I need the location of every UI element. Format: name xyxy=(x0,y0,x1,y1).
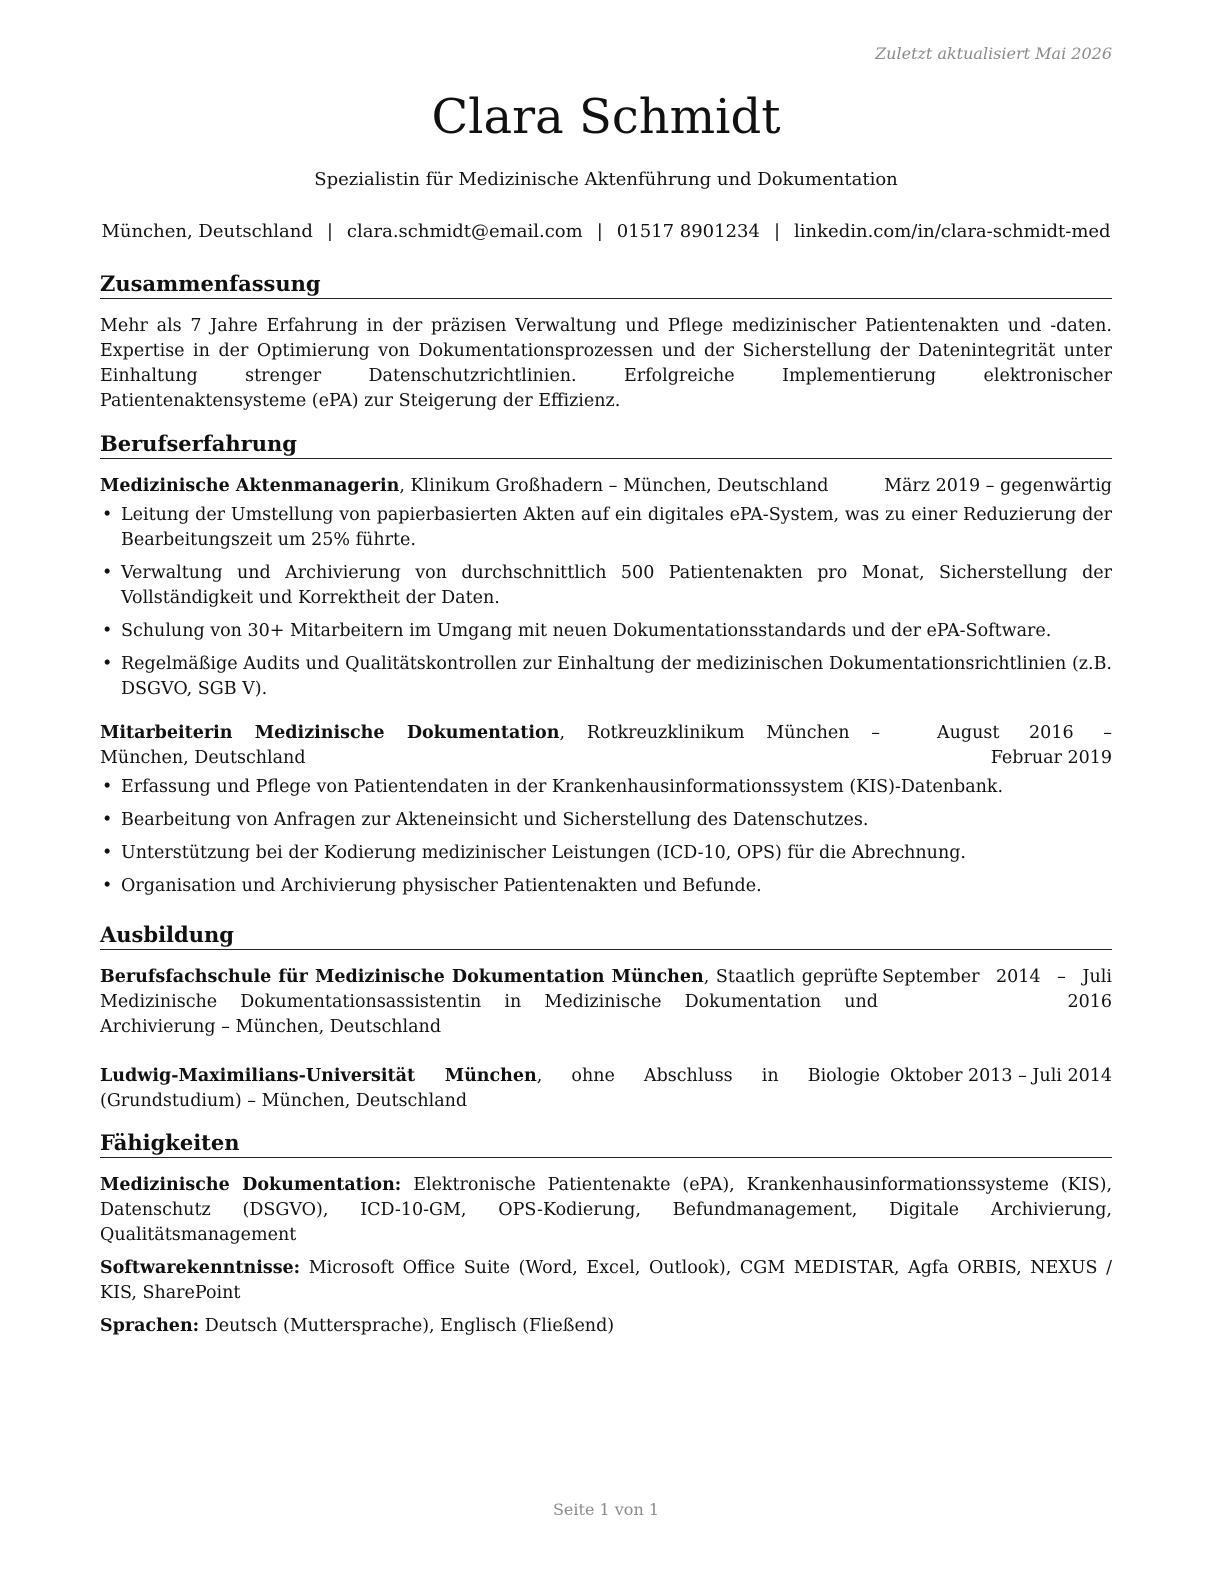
education-detail: , Staatlich geprüfte Medizinische Dokumentationsassistentin in Medizinische Dokumentation und Archivierung – München, Deutschland xyxy=(100,967,879,1037)
list-item: • Unterstützung bei der Kodierung medizinischer Leistungen (ICD-10, OPS) für die Abrechnung. xyxy=(100,841,1112,866)
skill-label: Softwarekenntnisse: xyxy=(100,1258,301,1278)
education-header xyxy=(100,1064,1112,1114)
contact-separator: | xyxy=(326,221,333,242)
list-item: • Schulung von 30+ Mitarbeitern im Umgang mit neuen Dokumentationsstandards und der ePA-Software. xyxy=(100,619,1112,644)
last-updated: Zuletzt aktualisiert Mai 2026 xyxy=(875,44,1112,63)
experience-dates: März 2019 – gegenwärtig xyxy=(884,476,1112,496)
skill-value: Deutsch (Muttersprache), Englisch (Fließend) xyxy=(199,1316,615,1336)
experience-role: Mitarbeiterin Medizinische Dokumentation xyxy=(100,723,560,743)
education-dates: Oktober 2013 – Juli 2014 xyxy=(890,1066,1112,1086)
section-heading-education: Ausbildung xyxy=(100,921,1112,950)
section-heading-experience: Berufserfahrung xyxy=(100,430,1112,459)
skill-group xyxy=(100,1256,1112,1306)
skill-value: Elektronische Patientenakte (ePA), Krankenhausinformationssysteme (KIS), Datenschutz (DSGVO), ICD-10-GM, OPS-Kodierung, Befundmanagement, Digitale Archivierung, Qualitätsmanagement xyxy=(100,1175,1113,1245)
list-item: • Regelmäßige Audits und Qualitätskontrollen zur Einhaltung der medizinischen Dokumentationsrichtlinien (z.B. DSGVO, SGB V). xyxy=(100,652,1112,702)
contact-line xyxy=(100,220,1112,244)
experience-role: Medizinische Aktenmanagerin xyxy=(100,476,400,496)
resume-page xyxy=(100,0,1112,1584)
education-school: Ludwig-Maximilians-Universität München xyxy=(100,1066,537,1086)
candidate-title: Spezialistin für Medizinische Aktenführung und Dokumentation xyxy=(314,169,898,190)
candidate-name: Clara Schmidt xyxy=(431,89,781,145)
list-item: • Erfassung und Pflege von Patientendaten in der Krankenhausinformationssystem (KIS)-Datenbank. xyxy=(100,775,1112,800)
skill-group xyxy=(100,1314,1112,1339)
experience-bullets xyxy=(100,503,1112,702)
experience-bullets xyxy=(100,775,1112,899)
list-item: • Organisation und Archivierung physischer Patientenakten und Befunde. xyxy=(100,874,1112,899)
list-item: • Leitung der Umstellung von papierbasierten Akten auf ein digitales ePA-System, was zu einer Reduzierung der Bearbeitungszeit um 25% führte. xyxy=(100,503,1112,553)
experience-entry xyxy=(100,721,1112,907)
experience-entry xyxy=(100,474,1112,710)
skill-group xyxy=(100,1173,1112,1248)
section-heading-skills: Fähigkeiten xyxy=(100,1129,1112,1158)
skill-value: Microsoft Office Suite (Word, Excel, Outlook), CGM MEDISTAR, Agfa ORBIS, NEXUS / KIS, SharePoint xyxy=(100,1258,1112,1303)
contact-location: München, Deutschland xyxy=(101,221,313,242)
education-school: Berufsfachschule für Medizinische Dokumentation München xyxy=(100,967,704,987)
education-entry xyxy=(100,1064,1112,1114)
contact-separator: | xyxy=(596,221,603,242)
experience-org: , Rotkreuzklinikum München – München, Deutschland xyxy=(100,723,881,768)
page-number: Seite 1 von 1 xyxy=(552,1500,660,1519)
education-position xyxy=(100,965,878,1040)
summary-text: Mehr als 7 Jahre Erfahrung in der präzisen Verwaltung und Pflege medizinischer Patientenakten und -daten. Expertise in der Optimierung von Dokumentationsprozessen und der Sicherstellung der Datenintegrität unter Einhaltung strenger Datenschutzrichtlinien. Erfolgreiche Implementierung elektronischer Patientenaktensysteme (ePA) zur Steigerung der Effizienz. xyxy=(100,316,1112,411)
list-item: • Bearbeitung von Anfragen zur Akteneinsicht und Sicherstellung des Datenschutzes. xyxy=(100,808,1112,833)
experience-header xyxy=(100,721,1112,771)
experience-org: , Klinikum Großhadern – München, Deutschland xyxy=(399,476,829,496)
education-header xyxy=(100,965,1112,1040)
education-entry xyxy=(100,965,1112,1040)
skill-label: Medizinische Dokumentation: xyxy=(100,1175,402,1195)
section-heading-summary: Zusammenfassung xyxy=(100,270,1112,299)
experience-header xyxy=(100,474,1112,499)
education-detail: , ohne Abschluss in Biologie (Grundstudium) – München, Deutschland xyxy=(100,1066,880,1111)
skills-list xyxy=(100,1173,1112,1347)
list-item: • Verwaltung und Archivierung von durchschnittlich 500 Patientenakten pro Monat, Sicherstellung der Vollständigkeit und Korrektheit der Daten. xyxy=(100,561,1112,611)
education-position xyxy=(100,1064,880,1114)
experience-dates: August 2016 – Februar 2019 xyxy=(937,723,1112,768)
experience-position xyxy=(100,721,880,771)
contact-email[interactable]: clara.schmidt@email.com xyxy=(346,221,583,242)
skill-label: Sprachen: xyxy=(100,1316,200,1336)
experience-position xyxy=(100,474,884,499)
education-dates: September 2014 – Juli 2016 xyxy=(882,967,1112,1012)
contact-linkedin[interactable]: linkedin.com/in/clara-schmidt-med xyxy=(794,221,1111,242)
contact-separator: | xyxy=(773,221,781,242)
contact-phone[interactable]: 01517 8901234 xyxy=(616,221,760,242)
